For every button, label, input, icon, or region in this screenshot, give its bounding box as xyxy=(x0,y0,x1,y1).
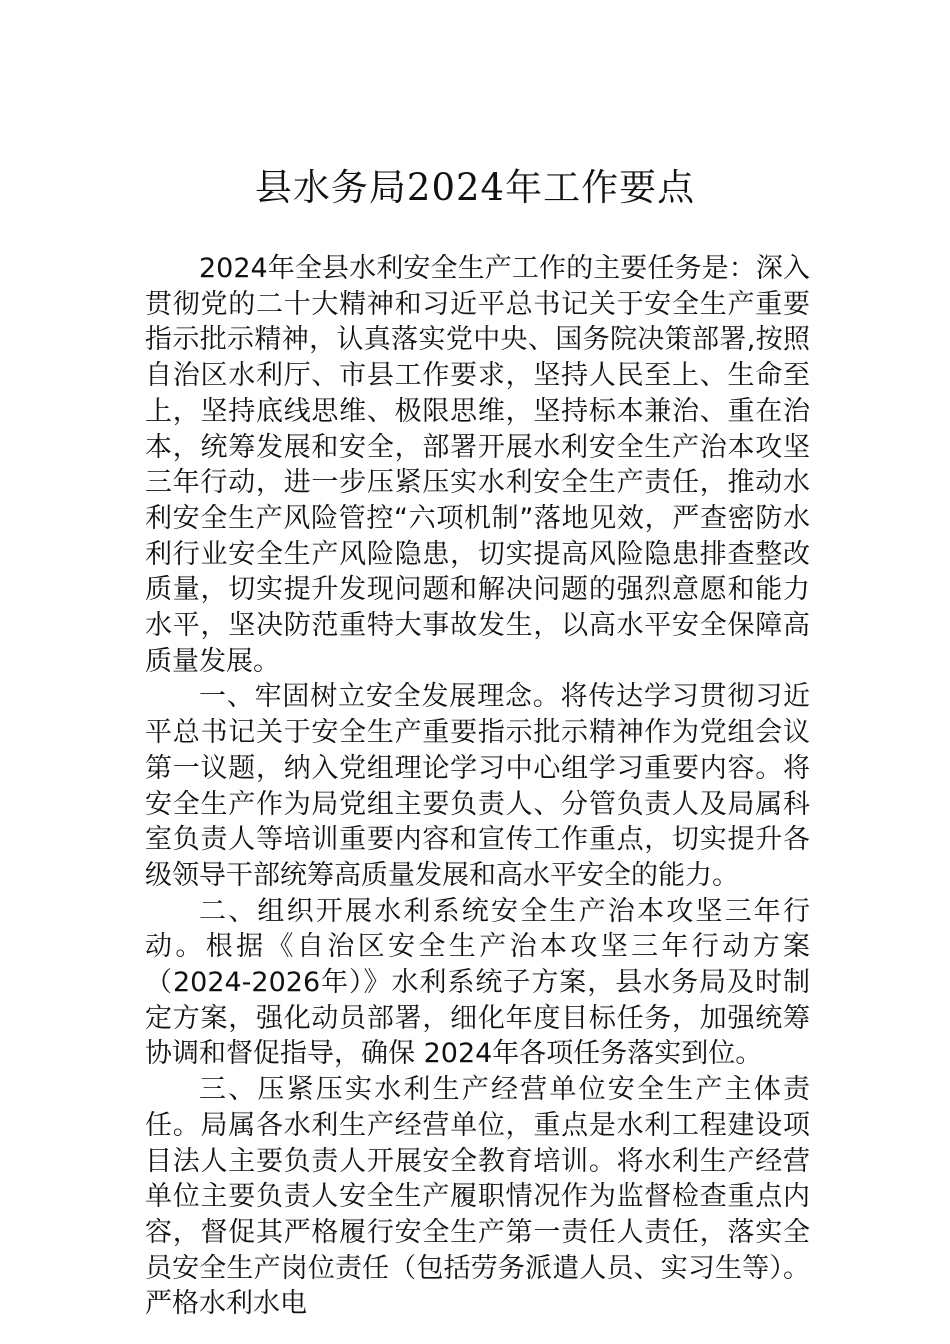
paragraph-intro: 2024年全县水利安全生产工作的主要任务是：深入贯彻党的二十大精神和习近平总书记关于安全生产重要指示批示精神，认真落实党中央、国务院决策部署,按照自治区水利厅、市县工作要求，坚持人民至上、生命至上，坚持底线思维、极限思维，坚持标本兼治、重在治本，统筹发展和安全，部署开展水利安全生产治本攻坚三年行动，进一步压紧压实水利安全生产责任，推动水利安全生产风险管控“六项机制”落地见效，严查密防水利行业安全生产风险隐患，切实提高风险隐患排查整改质量，切实提升发现问题和解决问题的强烈意愿和能力水平，坚决防范重特大事故发生，以高水平安全保障高质量发展。 xyxy=(145,253,810,677)
paragraph-section-1: 一、牢固树立安全发展理念。将传达学习贯彻习近平总书记关于安全生产重要指示批示精神作为党组会议第一议题，纳入党组理论学习中心组学习重要内容。将安全生产作为局党组主要负责人、分管负责人及局属科室负责人等培训重要内容和宣传工作重点，切实提升各级领导干部统筹高质量发展和高水平安全的能力。 xyxy=(145,681,810,891)
paragraph-section-3: 三、压紧压实水利生产经营单位安全生产主体责任。局属各水利生产经营单位，重点是水利工程建设项目法人主要负责人开展安全教育培训。将水利生产经营单位主要负责人安全生产履职情况作为监督检查重点内容，督促其严格履行安全生产第一责任人责任，落实全员安全生产岗位责任（包括劳务派遣人员、实习生等）。严格水利水电 xyxy=(145,1074,810,1320)
document-body xyxy=(145,251,810,1322)
paragraph-section-2: 二、组织开展水利系统安全生产治本攻坚三年行动。根据《自治区安全生产治本攻坚三年行动方案（2024-2026年）》水利系统子方案，县水务局及时制定方案，强化动员部署，细化年度目标任务，加强统筹协调和督促指导，确保 2024年各项任务落实到位。 xyxy=(145,895,810,1070)
document-title: 县水务局2024年工作要点 xyxy=(254,166,696,209)
